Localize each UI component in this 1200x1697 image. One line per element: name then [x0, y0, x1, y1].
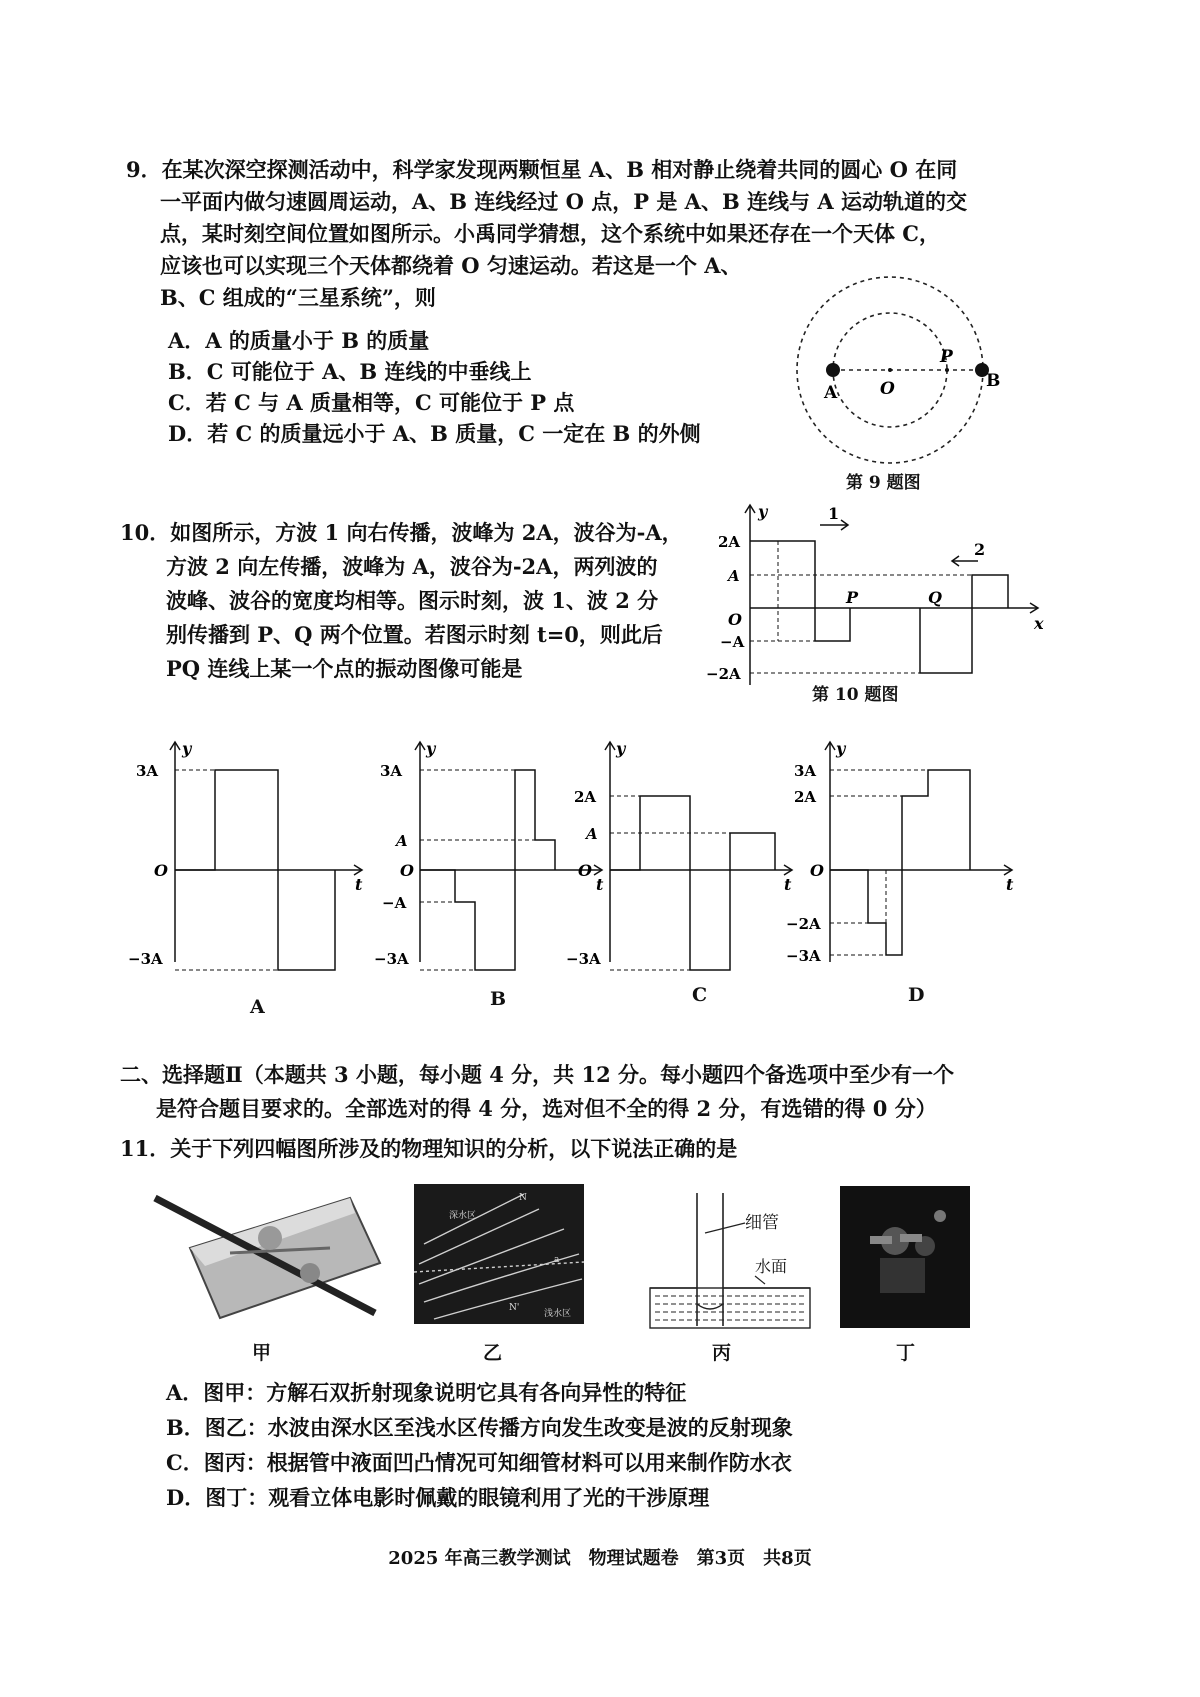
wave-1-label: 1: [828, 504, 840, 523]
3d-cinema-photo: [840, 1186, 970, 1328]
label-o: O: [880, 379, 895, 399]
q11-option-a: A．图甲：方解石双折射现象说明它具有各向异性的特征: [166, 1380, 687, 1405]
origin-label: O: [728, 610, 742, 629]
svg-text:−2A: −2A: [786, 915, 821, 933]
svg-text:3A: 3A: [380, 762, 403, 780]
svg-text:O: O: [810, 861, 824, 880]
q9-orbit-figure: [790, 280, 1000, 460]
svg-text:N: N: [519, 1193, 527, 1203]
q11-option-b: B．图乙：水波由深水区至浅水区传播方向发生改变是波的反射现象: [166, 1415, 793, 1440]
q9-line: 点，某时刻空间位置如图所示。小禹同学猜想，这个系统中如果还存在一个天体 C，: [160, 221, 941, 246]
svg-text:t: t: [784, 875, 792, 894]
q10-line: PQ 连线上某一个点的振动图像可能是: [166, 656, 523, 681]
q9-line: 应该也可以实现三个天体都绕着 O 匀速运动。若这是一个 A、: [160, 253, 742, 278]
choice-d-label: D: [908, 984, 925, 1006]
q11-option-c: C．图丙：根据管中液面凹凸情况可知细管材料可以用来制作防水衣: [166, 1450, 792, 1475]
svg-text:O: O: [154, 861, 168, 880]
svg-text:a: a: [554, 1255, 560, 1265]
q9-option-a: A．A 的质量小于 B 的质量: [168, 328, 430, 353]
star-a: [826, 363, 840, 377]
svg-text:N': N': [509, 1303, 520, 1313]
svg-text:−3A: −3A: [128, 950, 163, 968]
svg-text:浅水区: 浅水区: [544, 1309, 572, 1319]
svg-text:y: y: [182, 739, 192, 758]
page-footer: 2025 年高三教学测试 物理试题卷 第3页 共8页: [388, 1548, 812, 1569]
svg-text:y: y: [616, 739, 626, 758]
svg-text:A: A: [586, 825, 598, 843]
q10-choice-b-graph: [374, 730, 610, 970]
q10-choice-a-graph: [130, 730, 370, 970]
tick-neg-a: −A: [720, 633, 745, 651]
q9-line: B、C 组成的“三星系统”，则: [160, 285, 436, 310]
svg-text:−3A: −3A: [374, 950, 409, 968]
capillary-tube-figure: [645, 1188, 815, 1333]
caption-jia: 甲: [252, 1342, 272, 1364]
svg-text:O: O: [400, 861, 414, 880]
section-2-instructions: 是符合题目要求的。全部选对的得 4 分，选对但不全的得 2 分，有选错的得 0 分）: [156, 1096, 937, 1121]
svg-text:t: t: [355, 875, 363, 894]
label-a: A: [824, 383, 838, 403]
tick-neg-2a: −2A: [706, 665, 741, 683]
q10-line: 波峰、波谷的宽度均相等。图示时刻，波 1、波 2 分: [166, 588, 659, 613]
choice-c-curve: [610, 796, 775, 970]
wave-1: [750, 541, 850, 641]
svg-text:深水区: 深水区: [449, 1211, 477, 1221]
svg-text:t: t: [1006, 875, 1014, 894]
q11-option-d: D．图丁：观看立体电影时佩戴的眼镜利用了光的干涉原理: [166, 1485, 710, 1510]
q9-caption: 第 9 题图: [846, 473, 921, 493]
p-label: P: [846, 588, 859, 607]
q9-line: 9．在某次深空探测活动中，科学家发现两颗恒星 A、B 相对静止绕着共同的圆心 O 在同: [126, 157, 958, 182]
q10-wave-figure: [706, 495, 1050, 695]
svg-text:−A: −A: [382, 894, 407, 912]
svg-text:y: y: [426, 739, 436, 758]
choice-d-curve: [830, 770, 970, 955]
q10-choice-c-graph: [566, 730, 800, 970]
label-b: B: [986, 371, 1001, 391]
wave-2-label: 2: [974, 540, 986, 559]
svg-text:A: A: [396, 832, 408, 850]
q9-option-d: D．若 C 的质量远小于 A、B 质量，C 一定在 B 的外侧: [168, 421, 701, 446]
center-o: [888, 368, 892, 372]
x-label: x: [1034, 614, 1044, 633]
caption-ding: 丁: [896, 1342, 916, 1364]
q10-line: 别传播到 P、Q 两个位置。若图示时刻 t=0，则此后: [166, 622, 663, 647]
q-label: Q: [928, 588, 942, 607]
y-label: y: [758, 502, 768, 521]
svg-text:−3A: −3A: [566, 950, 601, 968]
q10-caption: 第 10 题图: [812, 685, 899, 705]
svg-text:−3A: −3A: [786, 947, 821, 965]
svg-text:2A: 2A: [574, 788, 597, 806]
q10-choice-d-graph: [786, 730, 1020, 970]
q10-line: 方波 2 向左传播，波峰为 A，波谷为-2A，两列波的: [166, 554, 658, 579]
point-p: [945, 368, 949, 372]
svg-text:y: y: [836, 739, 846, 758]
water-wave-photo: [414, 1184, 584, 1324]
svg-text:t: t: [596, 875, 604, 894]
q9-line: 一平面内做匀速圆周运动，A、B 连线经过 O 点，P 是 A、B 连线与 A 运动轨道的交: [160, 189, 967, 214]
q10-line: 10．如图所示，方波 1 向右传播，波峰为 2A，波谷为-A，: [120, 520, 683, 545]
calcite-photo: [150, 1178, 390, 1328]
choice-c-label: C: [692, 984, 708, 1006]
q9-option-b: B．C 可能位于 A、B 连线的中垂线上: [168, 359, 532, 384]
svg-text:3A: 3A: [136, 762, 159, 780]
svg-text:水面: 水面: [755, 1257, 788, 1276]
tick-2a: 2A: [718, 533, 741, 551]
caption-yi: 乙: [483, 1342, 503, 1364]
label-p: P: [940, 347, 953, 367]
caption-bing: 丙: [712, 1342, 732, 1364]
svg-text:细管: 细管: [745, 1213, 779, 1233]
q11-stem: 11．关于下列四幅图所涉及的物理知识的分析，以下说法正确的是: [120, 1136, 738, 1161]
choice-b-label: B: [490, 988, 507, 1010]
svg-text:3A: 3A: [794, 762, 817, 780]
q9-option-c: C．若 C 与 A 质量相等，C 可能位于 P 点: [168, 390, 575, 415]
svg-text:O: O: [578, 861, 592, 880]
tick-a: A: [728, 567, 740, 585]
choice-a-label: A: [250, 996, 265, 1018]
section-2-heading: 二、选择题Ⅱ（本题共 3 小题，每小题 4 分，共 12 分。每小题四个备选项中至少有一个: [120, 1062, 955, 1087]
svg-text:2A: 2A: [794, 788, 817, 806]
